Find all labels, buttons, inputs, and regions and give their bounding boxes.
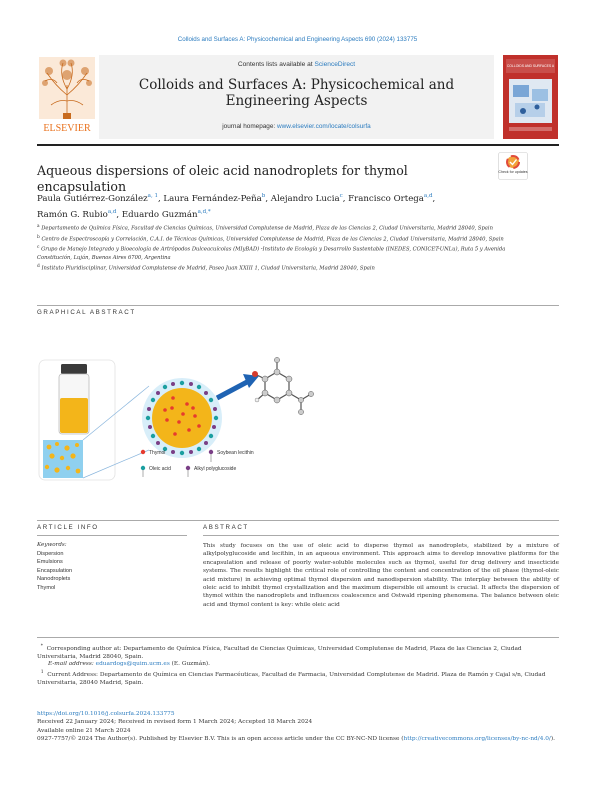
elsevier-logo: [37, 55, 97, 139]
cover-title: COLLOIDS AND SURFACES A: [506, 64, 555, 68]
keyword-item: Thymol: [37, 584, 56, 591]
email-footnote: [48, 660, 570, 668]
divider: [203, 535, 559, 536]
keyword-item: Emulsions: [37, 559, 63, 566]
publisher-logo-text: ELSEVIER: [43, 123, 91, 134]
affiliation-sup: c: [37, 245, 40, 251]
abstract-text: This study focuses on the use of oleic acid to disperse thymol as nanodroplets, stabilized by a mixture of alkylpolyglucoside and lecithin, in an aqueous environment. This approach aims to develop innovative platforms for the encapsulation and release of poorly water-soluble molecules such as thymol, useful for drug delivery and insecticide systems. The results highlight the critical role of controlling the content and concentration of the oil phase (thymol-oleic acid mixture) in achieving optimal thymol dispersion and nanodispersion stability. The interplay between the ability of oleic acid to inhibit thymol crystallization and the maximum dispersible oil amount is crucial. It affects the dispersion of thymol within the nanodroplets and influences coalescence and Ostwald ripening phenomena. The balance between oleic acid and thymol content is key: while oleic acid: [203, 543, 559, 608]
author-sup[interactable]: a,d: [423, 193, 433, 199]
affiliation-item: [37, 244, 537, 262]
online-date: Available online 21 March 2024: [37, 727, 131, 734]
graphical-abstract-figure[interactable]: [37, 352, 327, 487]
affiliation-item: [37, 263, 537, 273]
legend-soybean-lecithin: Soybean lecithin: [217, 450, 254, 456]
keyword-item: Dispersion: [37, 551, 64, 557]
divider: [37, 520, 559, 521]
footnote-sup: *: [40, 644, 43, 649]
keywords-label: Keywords:: [37, 542, 67, 548]
keyword-item: Nanodroplets: [37, 576, 71, 583]
publication-info: [37, 710, 559, 743]
journal-title-line2: Engineering Aspects: [225, 93, 368, 109]
contents-line: [99, 61, 494, 68]
homepage-prefix: journal homepage:: [222, 123, 277, 130]
corresponding-footnote: [37, 643, 559, 661]
journal-citation[interactable]: Colloids and Surfaces A: Physicochemical and Engineering Aspects 690 (2024) 133775: [177, 36, 418, 43]
divider: [37, 535, 187, 536]
divider: [37, 305, 559, 306]
masthead: [37, 55, 559, 139]
footnote-sup: 1: [40, 670, 44, 675]
check-for-updates-badge[interactable]: [498, 152, 528, 180]
author-sup[interactable]: a,d: [107, 208, 117, 215]
footnote-text: Corresponding author at: Departamento de Química Física, Facultad de Ciencias Químicas, Universidad Complutense de Madrid, Plaza de las Ciencias 2, Ciudad Universitaria, Madrid 28040, Spain.: [37, 645, 522, 660]
article-info-heading: ARTICLE INFO: [37, 524, 99, 531]
email-link[interactable]: eduardogs@quim.ucm.es: [95, 661, 170, 667]
graphical-abstract-heading: GRAPHICAL ABSTRACT: [37, 309, 136, 316]
author-name[interactable]: Paula Gutiérrez-González: [37, 193, 148, 204]
affiliation-item: [37, 223, 537, 233]
affiliation-text: Instituto Pluridisciplinar, Universidad Complutense de Madrid, Paseo Juan XXIII 1, Ciudad Universitaria, Madrid 28040, Spain: [41, 265, 375, 272]
current-address-footnote: [37, 669, 559, 687]
affiliation-sup: d: [37, 263, 40, 269]
affiliations: [37, 223, 537, 273]
legend-thymol: Thymol: [149, 450, 166, 456]
email-suffix: (E. Guzmán).: [169, 661, 211, 667]
author-sup[interactable]: a,d,*: [197, 208, 211, 215]
affiliation-sup: b: [37, 234, 40, 240]
email-label: E-mail address:: [48, 661, 96, 667]
legend-alkyl-polyglucoside: Alkyl polyglucoside: [194, 466, 237, 472]
doi-link[interactable]: https://doi.org/10.1016/j.colsurfa.2024.133775: [37, 711, 175, 717]
author-sup[interactable]: c: [339, 193, 343, 199]
author-name[interactable]: Ramón G. Rubio: [37, 209, 108, 220]
license-suffix: ).: [550, 735, 555, 742]
affiliation-text: Departamento de Química Física, Facultad de Ciencias Químicas, Universidad Complutense de Madrid, Plaza de las Ciencias 2, Ciudad Universitaria, Madrid 28040, Spain: [41, 225, 493, 232]
received-dates: Received 22 January 2024; Received in revised form 1 March 2024; Accepted 18 March 2024: [37, 719, 313, 726]
legend-oleic-acid: Oleic acid: [149, 466, 171, 472]
author-list: Paula Gutiérrez-González$^{a, 1}$, Laura Fernández-Peña$^b$, Alejandro Lucia$^c$, Francisco Ortega$^{a,d}$, Ramón G. Rubio$^{a,d}$, Eduardo Guzmán$^{a,d,*}$: [37, 193, 436, 220]
affiliation-text: Centro de Espectroscopía y Correlación, C.A.I. de Técnicas Químicas, Universidad Complutense de Madrid, Plaza de las Ciencias 2, Ciudad Universitaria, Madrid 28040, Spain: [41, 236, 504, 243]
article-title: Aqueous dispersions of oleic acid nanodroplets for thymol encapsulation: [37, 163, 408, 194]
footnote-text: Current Address: Departamento de Química en Ciencias Farmacéuticas, Facultad de Farmacia, Universidad Complutense de Madrid. Plaza de Ramón y Cajal s/n, Ciudad Universitaria, 28040 Madrid, Spain.: [37, 671, 546, 686]
header-rule: [37, 144, 559, 146]
author-name[interactable]: Eduardo Guzmán: [121, 209, 198, 220]
license-prefix: 0927-7757/© 2024 The Author(s). Published by Elsevier B.V. This is an open access article under the CC BY-NC-ND license (: [37, 735, 404, 742]
author-name[interactable]: Laura Fernández-Peña: [163, 193, 262, 204]
keywords-list: [37, 550, 72, 592]
homepage-link[interactable]: www.elsevier.com/locate/colsurfa: [276, 123, 371, 130]
journal-homepage: [99, 123, 494, 130]
author-sup[interactable]: b: [261, 193, 266, 199]
abstract-heading: ABSTRACT: [203, 524, 249, 531]
affiliation-item: [37, 234, 537, 244]
check-updates-text: Check for updates: [498, 170, 528, 174]
affiliation-sup: a: [37, 224, 40, 229]
masthead-center: [99, 55, 494, 139]
affiliation-text: Grupo de Manejo Integrado y Bioecología de Artrópodos Dulceacuícolas (MIyBAD) -Instituto de Ecología y Desarrollo Sustentable (INEDES, CONICET-UNLu), Ruta 5 y Avenida Constitución, Luján, Buenos Aires 6700, Argentina: [37, 247, 506, 261]
divider: [37, 637, 559, 638]
author-name[interactable]: Alejandro Lucia: [270, 193, 340, 204]
contents-prefix: Contents lists available at: [237, 61, 315, 68]
sciencedirect-link[interactable]: ScienceDirect: [314, 61, 356, 68]
journal-cover-image[interactable]: [503, 55, 558, 139]
author-sup[interactable]: a, 1: [147, 193, 158, 199]
license-line: [37, 735, 559, 743]
keyword-item: Encapsulation: [37, 567, 73, 574]
journal-title: [99, 77, 494, 109]
license-link[interactable]: http://creativecommons.org/licenses/by-nc-nd/4.0/: [403, 735, 551, 742]
journal-title-line1: Colloids and Surfaces A: Physicochemical and: [138, 77, 455, 93]
author-name[interactable]: Francisco Ortega: [348, 193, 424, 204]
